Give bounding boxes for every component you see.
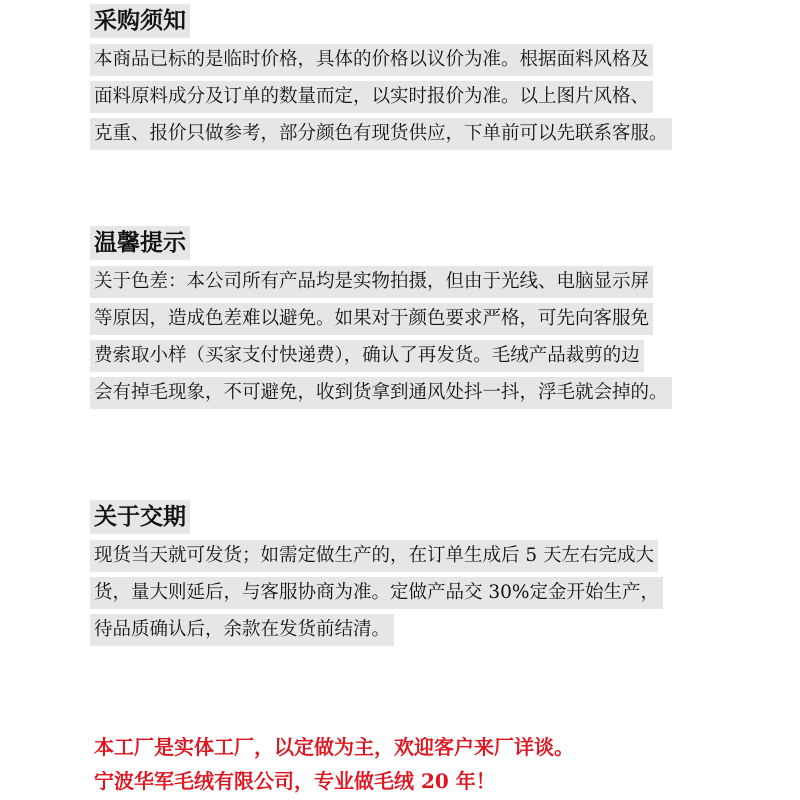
- warm-tips-line: 关于色差：本公司所有产品均是实物拍摄，但由于光线、电脑显示屏: [90, 266, 653, 298]
- warm-tips-line: 费索取小样（买家支付快递费），确认了再发货。毛绒产品裁剪的边: [90, 340, 644, 372]
- warm-tips-line: 会有掉毛现象，不可避免，收到货拿到通风处抖一抖，浮毛就会掉的。: [90, 377, 672, 409]
- delivery-title: 关于交期: [90, 500, 190, 534]
- delivery-section: [94, 500, 663, 651]
- warm-tips-line: 等原因，造成色差难以避免。如果对于颜色要求严格，可先向客服免: [90, 303, 653, 335]
- purchase-notice-line: 克重、报价只做参考，部分颜色有现货供应，下单前可以先联系客服。: [90, 118, 672, 150]
- purchase-notice-title: 采购须知: [90, 4, 190, 38]
- purchase-notice-line: 面料原料成分及订单的数量而定，以实时报价为准。以上图片风格、: [90, 81, 653, 113]
- delivery-line: 待品质确认后，余款在发货前结清。: [90, 614, 394, 646]
- purchase-notice-section: [94, 4, 672, 155]
- company-note: 宁波华军毛绒有限公司，专业做毛绒 20 年！: [94, 769, 496, 793]
- warm-tips-section: [94, 226, 672, 414]
- purchase-notice-line: 本商品已标的是临时价格，具体的价格以议价为准。根据面料风格及: [90, 44, 653, 76]
- delivery-line: 货，量大则延后，与客服协商为准。定做产品交 30%定金开始生产，: [90, 577, 663, 609]
- factory-note: 本工厂是实体工厂，以定做为主，欢迎客户来厂详谈。: [94, 735, 574, 759]
- warm-tips-title: 温馨提示: [90, 226, 190, 260]
- delivery-line: 现货当天就可发货；如需定做生产的，在订单生成后 5 天左右完成大: [90, 540, 658, 572]
